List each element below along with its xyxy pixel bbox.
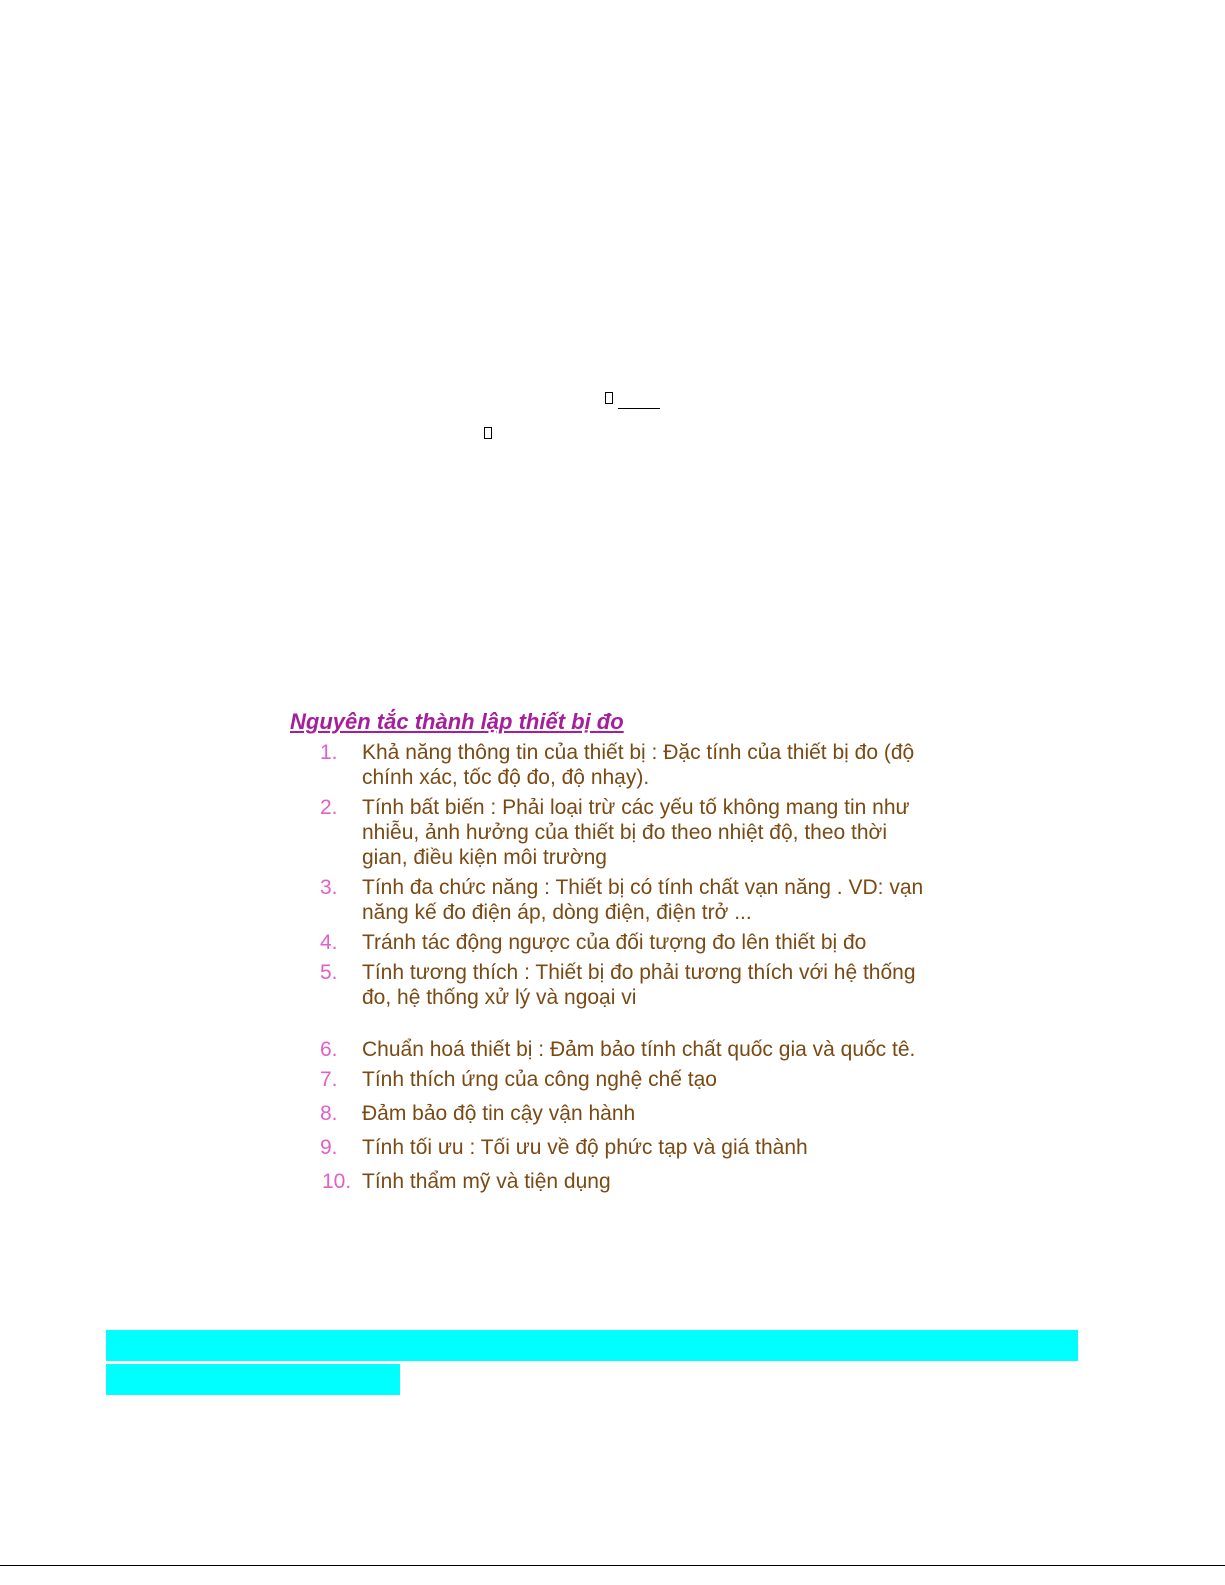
- list-item: [290, 1101, 930, 1126]
- item-text: Tính đa chức năng : Thiết bị có tính chất vạn năng . VD: vạn năng kế đo điện áp, dòng điện, điện trở ...: [362, 876, 924, 924]
- item-number: 10.: [322, 1170, 352, 1193]
- item-text: Tính tương thích : Thiết bị đo phải tương thích với hệ thống đo, hệ thống xử lý và ngoại vi: [362, 961, 916, 1009]
- highlight-bar: [106, 1364, 400, 1395]
- item-text: Đảm bảo độ tin cậy vận hành: [362, 1102, 636, 1125]
- item-text: Tính bất biến : Phải loại trừ các yếu tố không mang tin như nhiễu, ảnh hưởng của thiết bị đo theo nhiệt độ, theo thời gian, điều kiện môi trường: [362, 796, 910, 869]
- missing-glyph-icon: [605, 392, 613, 404]
- list-item: [290, 930, 930, 955]
- missing-glyph-icon: [484, 427, 492, 439]
- highlight-bar: [106, 1330, 1078, 1361]
- list-item: [290, 1135, 930, 1160]
- underline-mark: [618, 408, 660, 409]
- item-number: 3.: [320, 876, 338, 899]
- list-item: [290, 1037, 930, 1062]
- item-number: 9.: [320, 1136, 338, 1159]
- item-text: Tính thẩm mỹ và tiện dụng: [362, 1170, 611, 1193]
- principles-list: [290, 740, 930, 1194]
- principles-section: [290, 706, 930, 1199]
- item-number: 1.: [320, 741, 338, 764]
- item-text: Tránh tác động ngược của đối tượng đo lên thiết bị đo: [362, 931, 867, 954]
- list-item: [290, 960, 930, 1010]
- item-text: Tính tối ưu : Tối ưu về độ phức tạp và giá thành: [362, 1136, 808, 1159]
- list-item: [290, 1169, 930, 1194]
- item-number: 8.: [320, 1102, 338, 1125]
- item-number: 6.: [320, 1038, 338, 1061]
- list-item: [290, 740, 930, 790]
- list-item: [290, 1067, 930, 1092]
- item-text: Chuẩn hoá thiết bị : Đảm bảo tính chất quốc gia và quốc tê.: [362, 1038, 916, 1061]
- item-number: 2.: [320, 796, 338, 819]
- page-bottom-border: [0, 1565, 1225, 1566]
- list-item: [290, 795, 930, 870]
- item-number: 5.: [320, 961, 338, 984]
- item-text: Khả năng thông tin của thiết bị : Đặc tính của thiết bị đo (độ chính xác, tốc độ đo, độ nhạy).: [362, 741, 915, 789]
- item-number: 7.: [320, 1068, 338, 1091]
- list-item: [290, 875, 930, 925]
- section-heading: Nguyên tắc thành lập thiết bị đo: [290, 709, 624, 734]
- item-text: Tính thích ứng của công nghệ chế tạo: [362, 1068, 717, 1091]
- item-number: 4.: [320, 931, 338, 954]
